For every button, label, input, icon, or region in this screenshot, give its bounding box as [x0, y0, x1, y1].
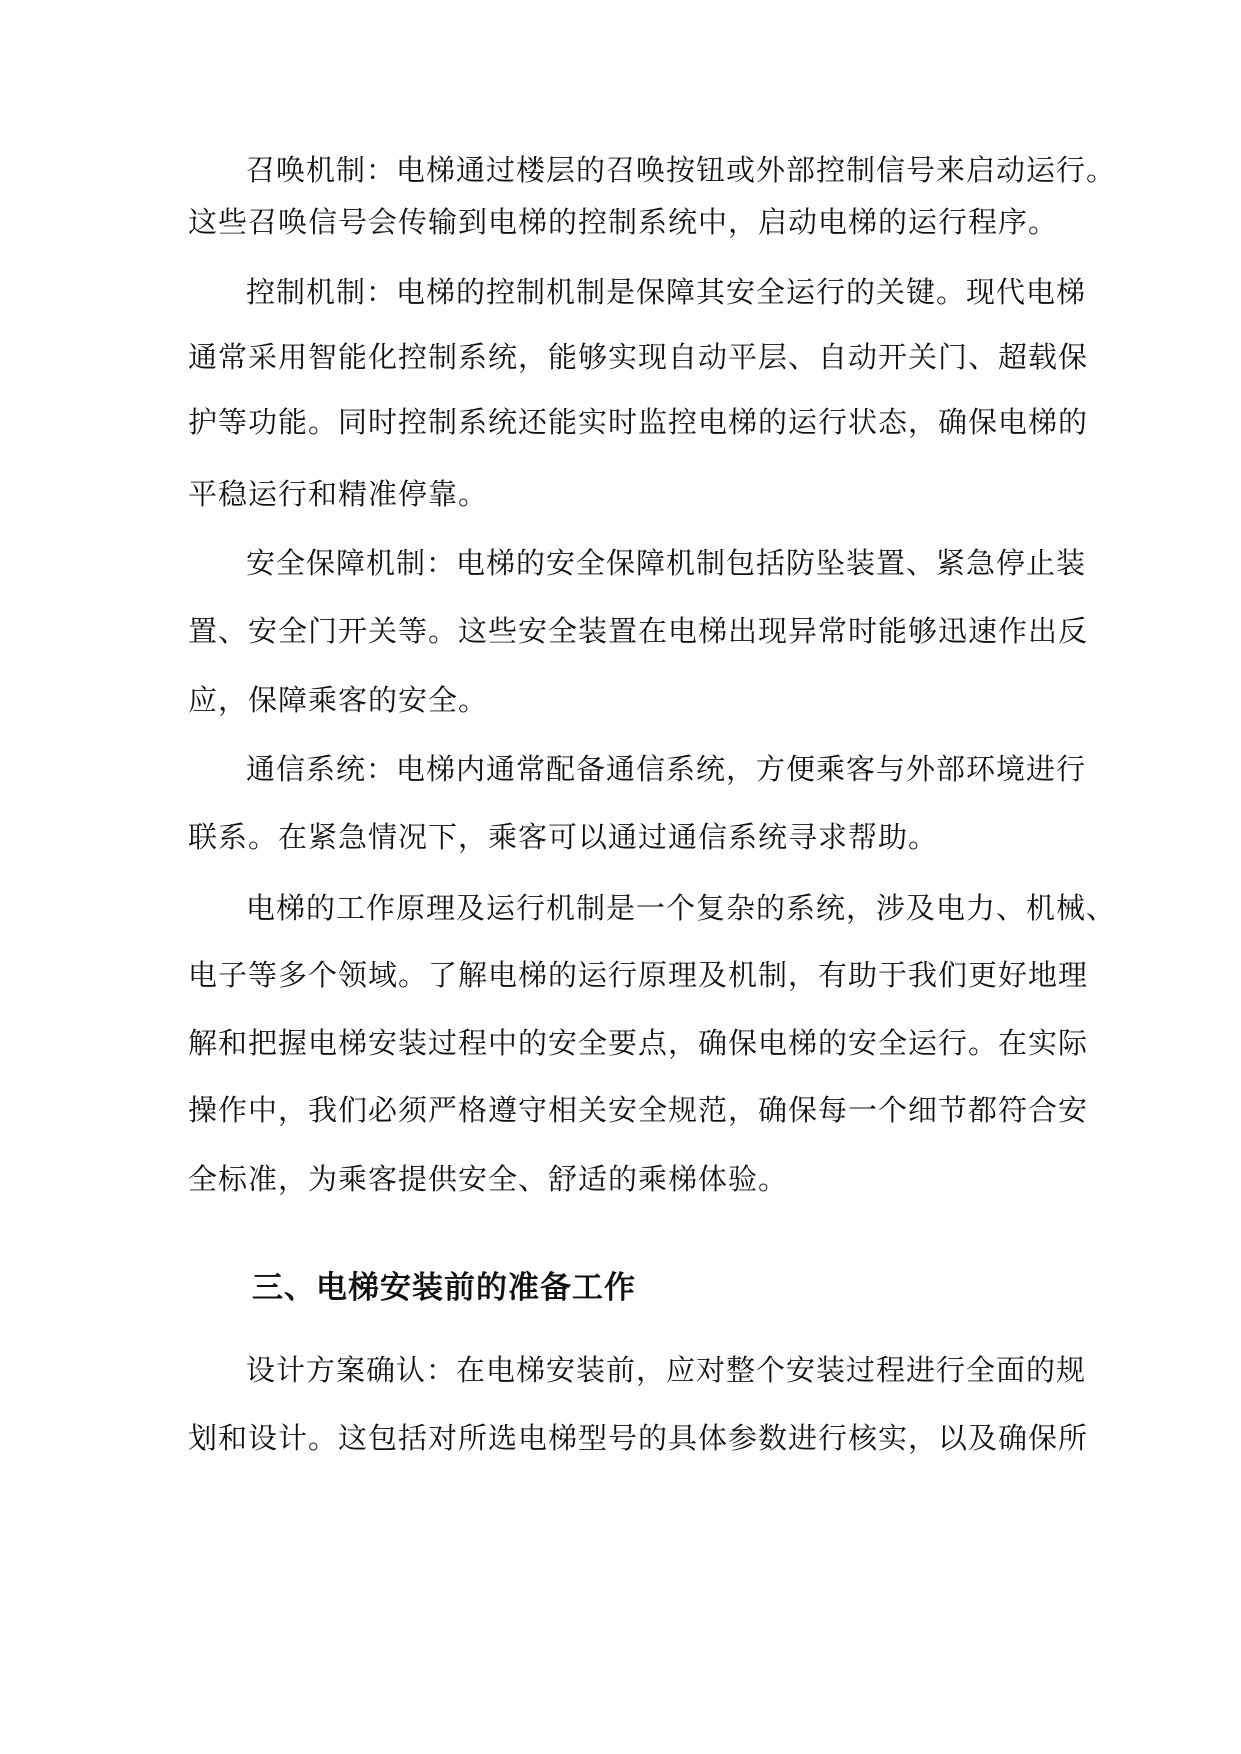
paragraph-5-line-4: 操作中，我们必须严格遵守相关安全规范，确保每一个细节都符合安	[188, 1093, 1089, 1127]
paragraph-5-line-3: 解和把握电梯安装过程中的安全要点，确保电梯的安全运行。在实际	[188, 1026, 1089, 1060]
paragraph-1-line-2: 这些召唤信号会传输到电梯的控制系统中，启动电梯的运行程序。	[188, 205, 1059, 239]
paragraph-4-line-2: 联系。在紧急情况下，乘客可以通过通信系统寻求帮助。	[188, 820, 939, 854]
paragraph-5-line-5: 全标准，为乘客提供安全、舒适的乘梯体验。	[188, 1162, 789, 1196]
paragraph-2-line-4: 平稳运行和精准停靠。	[188, 477, 489, 511]
paragraph-2-line-3: 护等功能。同时控制系统还能实时监控电梯的运行状态，确保电梯的	[188, 405, 1089, 439]
section-paragraph-1-line-1: 设计方案确认：在电梯安装前，应对整个安装过程进行全面的规	[246, 1353, 1087, 1387]
paragraph-2-line-1: 控制机制：电梯的控制机制是保障其安全运行的关键。现代电梯	[246, 275, 1087, 309]
paragraph-2-line-2: 通常采用智能化控制系统，能够实现自动平层、自动开关门、超载保	[188, 340, 1089, 374]
paragraph-3-line-2: 置、安全门开关等。这些安全装置在电梯出现异常时能够迅速作出反	[188, 614, 1089, 648]
paragraph-1-line-1: 召唤机制：电梯通过楼层的召唤按钮或外部控制信号来启动运行。	[246, 153, 1117, 187]
paragraph-5-line-1: 电梯的工作原理及运行机制是一个复杂的系统，涉及电力、机械、	[246, 891, 1117, 925]
section-heading: 三、电梯安装前的准备工作	[252, 1270, 636, 1306]
paragraph-4-line-1: 通信系统：电梯内通常配备通信系统，方便乘客与外部环境进行	[246, 752, 1087, 786]
paragraph-3-line-1: 安全保障机制：电梯的安全保障机制包括防坠装置、紧急停止装	[246, 546, 1087, 580]
paragraph-3-line-3: 应，保障乘客的安全。	[188, 683, 489, 717]
paragraph-5-line-2: 电子等多个领域。了解电梯的运行原理及机制，有助于我们更好地理	[188, 958, 1089, 992]
section-paragraph-1-line-2: 划和设计。这包括对所选电梯型号的具体参数进行核实，以及确保所	[188, 1421, 1089, 1455]
